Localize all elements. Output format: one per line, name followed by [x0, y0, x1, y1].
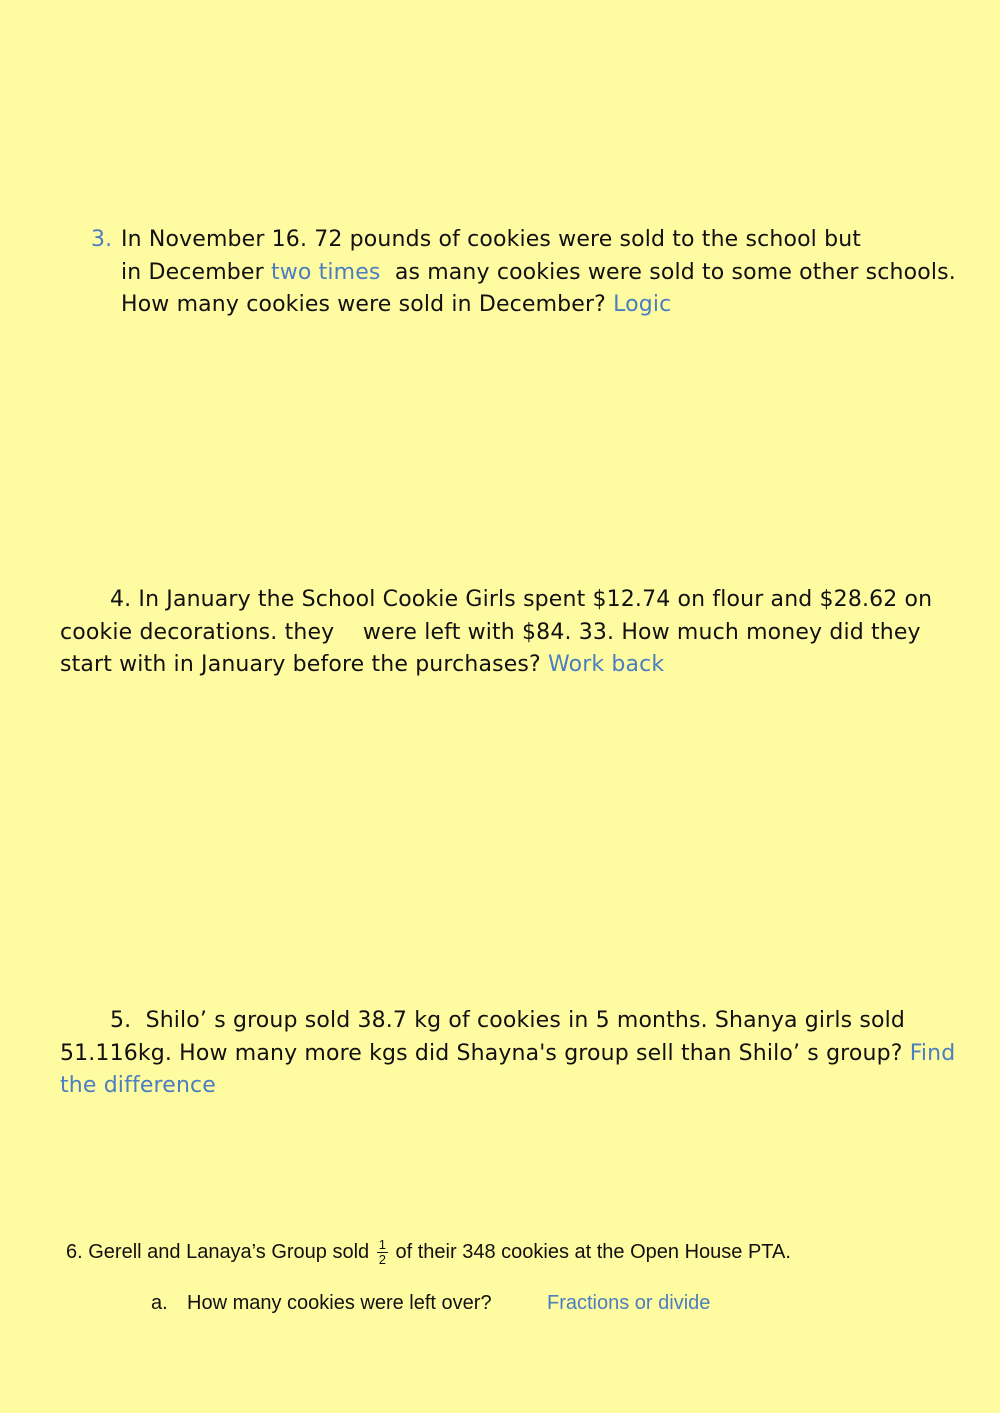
question-6a	[151, 1292, 711, 1315]
question-4-strategy-hint: Work back	[547, 652, 665, 677]
question-5-line-2-text: 51.116kg. How many more kgs did Shayna's group sell than Shilo’ s group?	[60, 1040, 910, 1066]
fraction-one-half	[377, 1238, 388, 1267]
question-3	[91, 224, 971, 322]
question-4-line-3-text: start with in January before the purchases?	[60, 652, 548, 677]
question-4	[60, 584, 960, 682]
fraction-denominator: 2	[378, 1252, 386, 1267]
question-3-number: 3.	[91, 227, 113, 252]
question-4-line-1: 4. In January the School Cookie Girls spent $12.74 on flour and $28.62 on	[110, 587, 933, 612]
question-6a-letter: a.	[151, 1292, 168, 1314]
question-6-text-after: of their 348 cookies at the Open House PTA.	[389, 1240, 791, 1263]
question-3-line-3-text: How many cookies were sold in December?	[121, 292, 614, 317]
question-5-line-2	[60, 1038, 960, 1071]
question-6-text-before: 6. Gerell and Lanaya’s Group sold	[66, 1240, 375, 1263]
question-5-line-1: 5. Shilo’ s group sold 38.7 kg of cookies in 5 months. Shanya girls sold	[110, 1008, 905, 1033]
question-3-line-2-rest: as many cookies were sold to some other schools.	[380, 259, 956, 285]
question-5	[60, 1005, 960, 1103]
question-6a-text: How many cookies were left over?	[187, 1292, 492, 1314]
question-5-strategy-hint-part-1: Find	[909, 1040, 956, 1066]
question-3-line-3	[121, 289, 971, 322]
question-3-strategy-hint: Logic	[613, 292, 672, 317]
question-6a-strategy-hint: Fractions or divide	[547, 1292, 711, 1314]
question-4-line-3	[60, 649, 960, 682]
question-5-strategy-hint-part-2: the difference	[60, 1073, 216, 1098]
question-6	[66, 1238, 791, 1267]
question-3-line-2-text: in December	[121, 259, 271, 285]
fraction-numerator: 1	[378, 1237, 386, 1252]
question-4-line-2: cookie decorations. they were left with $84. 33. How much money did they	[60, 619, 921, 645]
question-3-line-1: In November 16. 72 pounds of cookies were sold to the school but	[121, 227, 862, 252]
question-3-line-2	[121, 257, 971, 290]
question-3-hint-two-times: two times	[270, 259, 381, 285]
